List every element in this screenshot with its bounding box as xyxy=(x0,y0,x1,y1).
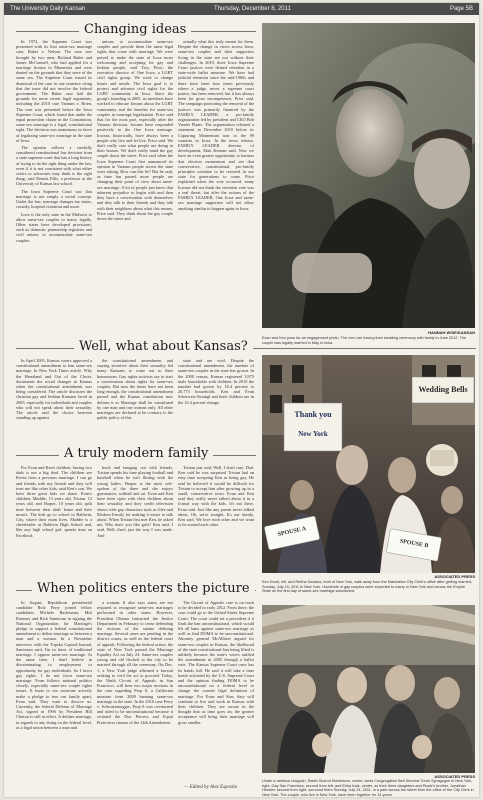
article-paragraph: In August, Republican presidential candidate Rick Perry joined fellow candidates Michele Bachmann, Mitt Romney and Rick Santorum in signing the National Organization for Marriage's pledge to support a federal constitutional amendment to define marriage as between a man and a woman. In a November interview with the Topeka Capital-Journal, Santorum said, I'm in favor of traditional marriage. I oppose same-sex marriage. At the same time, I don't believe in discriminating to employment or opportunity for gay individuals. So I favor gay rights. I do not favor same-sex marriage. Evan follows national politics closely, especially same-sex couple rights issues. It hurts to see someone actively make a pledge to tear our family apart, Evan said. They want to divorce us. Currently, the federal Defense of Marriage Act, signed in 1996 by President Bill Clinton is still in effect. It defines marriage, in regards to any doing on the federal level, as a legal union between a man and xyxy=(16,600,92,730)
new-york-wedding-photo xyxy=(262,355,475,573)
section-heading-politics: When politics enters the picture xyxy=(32,581,255,596)
newspaper-page xyxy=(4,3,479,797)
article-paragraph: a woman. It also says states are not required to recognize same-sex marriages performed in other states. However, President Obama instructed the Justice Department in February to cease defending the sections of the statute defining marriage. Several cases are pending in the district courts, as well as the federal court of appeals. Following the federal action, the state of New York passed the Marriage Equality Act on July 24. Same-sex couples young and old flocked to the city to be married through all the ceremony. On Dec. 1, a New York judge affirmed a lawsuit seeking to void the act to proceed. Today, the Ninth Circuit of Appeals in San Francisco, will hear two major motions in the case regarding Prop 8, a California measure from 2008 banning same-sex marriage in the state. In the 2010 case Perry v. Schwarzenegger, Prop 8 was overturned and ruled to be unconstitutional because it violated the Due Process and Equal Protection clauses of the 14th Amendment. xyxy=(97,600,173,725)
chuppah-wedding-photo xyxy=(262,605,475,773)
page-number: Page 5B xyxy=(449,6,473,12)
section-heading-changing-ideas: Changing ideas xyxy=(79,22,191,37)
photo-credit: ASSOCIATED PRESS xyxy=(434,774,475,779)
article-paragraph: In April 2005, Kansas voters approved a constitutional amendment to ban same-sex marriage. In New York Times article, Why the Heartland and Out of the Closet, documents the social changes in Kansas when the constitutional amendment was being considered. The article discusses the christian gay and lesbian Kansans faced in 2005, especially for individuals and couples who will not speak about their sexuality. The article said the choice between standing up against xyxy=(16,358,92,421)
photo-credit: ASSOCIATED PRESS xyxy=(434,574,475,579)
chuppah-wedding-photo-image xyxy=(262,605,475,773)
article-column xyxy=(16,465,92,560)
wedding-bells-sign: Wedding Bells xyxy=(418,385,468,394)
article-paragraph: Iowa is the only state in the Midwest to allow same-sex couples to marry legally. Other states have developed provisions, such as domestic partnership registries and civil unions, to accommodate same-sex couples. xyxy=(16,211,92,243)
article-column xyxy=(16,39,92,322)
spouse-b-sign: SPOUSE B xyxy=(399,538,429,550)
article-paragraph: For Evan and Ken's children, having two dads is not a big deal. The children see Kevin from a previous marriage. I can go and friends with my friends and they will treat me like other kids, said Ken's son. We have three great kids we share. Evan's children, Maddie, 13 years old, Tristan, 12 years old, and Harper, 10 years old, split time between their dads' home and their mom's. The kids go to school in Baldwin, City, where their mom lives. Maddie is a cheerleader at Baldwin High School and, like any high school girl, spends time on Facebook xyxy=(16,465,92,538)
article-column xyxy=(97,39,173,322)
article-paragraph: unions, to accommodate same-sex couples and provide them the same legal rights that come with marriage. We were poised to make the state of Iowa more welcoming and accepting for gay and lesbian people, said Troy Price, the executive director of One Iowa, a LGBT civil rights group. We work to change hearts and minds. The Iowa goal is to protect and advance civil rights for the LGBT community in Iowa. Since the group's founding in 2005, its members have worked to educate Iowans about the LGBT community and the benefits for same-sex couples in marriage legalization. Price said that for the most part, especially after the Varnum decision, Iowans have responded positively to the One Iowa message. Iowans, historically, have always been a people who live and let live, Price said. We don't really care what people are doing in their houses. We don't really mind the gay couple down the street. Price said when the Iowa Supreme Court first announced its opinion in Varnum people across the state were asking, How can this be? But he said, as time has passed more people are changing their point of view about same-sex marriage. A lot of people just knew that inherent prejudice to begin with and then they have a conversation with themselves and they talk to their friends and they talk with their neighbors about what this means, Price said. They think about the gay couple down the street and xyxy=(97,39,173,221)
article-column xyxy=(16,358,92,438)
article-paragraph: In 1972, the Supreme Court was presented with its first same-sex marriage case, Baker v. Nelson. The case was brought by two men, Richard Baker and James McConnell, who had applied for a marriage license in Minnesota and were denied on the grounds that they were of the same sex. The Supreme Court issued its dismissal of the case in one sentence citing that the issue did not involve the federal government. The Baker case laid the grounds for more recent legal arguments, including the 2010 case Varnum v. Brien. The case was presented before the Iowa Supreme Court, which found that under the equal protection clause in the Constitution, same-sex marriage is a legal, constitutional right. The decision was unanimous in favor of legalizing same-sex marriage in the state of Iowa. xyxy=(16,39,92,143)
section-heading-family: A truly modern family xyxy=(59,446,213,461)
spouse-a-sign: SPOUSE A xyxy=(277,526,307,538)
thank-you-sign: Thank you xyxy=(294,410,332,419)
engagement-photo xyxy=(262,23,475,328)
article-column xyxy=(178,465,254,560)
article-paragraph: The Circuit of Appeals case is on track to be decided in early 2012. From there, the case could go to the United States Supreme Court. The court could set a precedent if it finds the ban unconstitutional, which would lift all bans against same-sex marriage as well as find DOMA to be unconstitutional. Attorney general McAllister argued for same-sex couples in Kansas, the likelihood of the state constitutional ban being lifted is unlikely because the state's voters ratified the amendment in 2005 through a ballot vote. The Kansas Supreme Court once has its hands full. He said it will take a time bomb activated by the U.S. Supreme Court and the opinion finding DOMA to be unconstitutional on a federal level to change the current legal definition of marriage. For Evan and Ken, they will continue to live and work in Kansas with their children. They are secure in the thought that as time goes on, the greater acceptance will bring their marriage will grow smaller. xyxy=(178,600,254,725)
article-column xyxy=(178,39,254,322)
photo-caption: Ken Dodd, left, and Reitha Davalos, both of New York, walk away from the Manhattan City Clerk's office after getting married, Sunday, July 24, 2011 in New York. Hundreds of gay couples were expected to marry in New York and across the Empire State on the first day of same-sex marriage sanctioned. xyxy=(262,580,473,594)
page-header-bar xyxy=(4,3,479,15)
new-york-sign: New York xyxy=(298,430,328,438)
photo-credit: HANNAH WISE/KANSAN xyxy=(428,330,475,335)
article-paragraph: The Iowa Supreme Court saw that marriage is not simply a social concept. Under the law, marriage changes tax status, custody, hospital visitation and more. xyxy=(16,188,92,210)
article-column xyxy=(97,358,173,438)
article-paragraph: the constitutional amendment and staying secretive about their sexuality led many Kansans to come out to their hometowns. Gay rights activists say to start a conversation about rights for same-sex couples. But now the times have not been long enough, the constitutional amendment passed and the Kansas constitution now defines it as Marriage shall be constituted by one man and one woman only. All other marriages are declared to be contrary to the public policy of this xyxy=(97,358,173,421)
article-column xyxy=(178,600,254,780)
article-column xyxy=(16,600,92,780)
photo-caption: Evan and Ken pose for an engagement photo. The men are having their wedding ceremony with family in June 2012. The couple was legally married in May in Iowa. xyxy=(262,336,466,345)
article-column xyxy=(97,600,173,780)
article-paragraph: Tristan just said, Well, I don't care, Dad. Ken said he was surprised Tristan had an easy time accepting Ken as being gay. He said he believed it would be difficult for Tristan to accept him after growing up in a small, conservative town. Evan and Ken said they really never talked about it in a formal way with the kids. It's not there, Evan said. Just like any parent never talked about, Oh, we're straight. It's our family, Ken said. We love each other and we want to be around each other. xyxy=(178,465,254,528)
photo-caption: Under a rainbow chuppah, Rabbi Sharon Kleinbaum, center, weds Congregation Beit Simchat Torah Synagogue in New York, right, Gay San Francisco, second from left, and Erika Katz, center, as their three daughters and Rosie's brother, Jonathan Hessler, second from right, surround them Sunday, July 24, 2011, in a park across the street from the office of the City Clerk in New York. The couple, who live in New York, have been together for 14 years. xyxy=(262,779,474,797)
editor-byline: — Edited by Alex Esposito xyxy=(184,785,238,790)
article-column xyxy=(97,465,173,560)
article-paragraph: The opinion reflects a carefully considered constitutional law decision from a state supreme court that has a long history of trying to do the right thing under the law, even if it is not consistent with what either critics or advocates may think is the right thing, said Dennis Ellis, a professor at the University of Kansas law school. xyxy=(16,145,92,187)
engagement-photo-image xyxy=(262,23,475,328)
paper-name: The University Daily Kansan xyxy=(10,6,86,12)
issue-date: Thursday, December 8, 2011 xyxy=(214,6,291,12)
article-paragraph: actually what this truly means for them. Despite the change in views across Iowa, same-sex couples and their supporters living in the state are not without their challenges. In 2010, three Iowa Supreme Court justices were denied retention in a state-wide ballot measure. We have had judicial retention since the mid-1960s and there have been four times previously where a judge, never a supreme court justice, has been removed, but it has always been for gross incompetence, Price said. The campaign promoting the removal of the justices was primarily financed by the FAMILY LEADER, a pro-family organization led by president and CEO Bob Vander Plaats. The organization released a statement in December 2010 before its Capturing Momentum tour to the 99 counties in Iowa. In the news release, FAMILY LEADER director of development, Matt Keenan said, Now we have an even greater opportunity to harness that election momentum and see that conservative, constitutional, pro-family principles continue to be restored in our state for generations to come. Price explained when the vote occurred, many Iowans did not think the retention vote was a real threat, but after the actions of the FAMILY LEADER, One Iowa and same-sex marriage supporters will not allow anything similar to happen again in Iowa. xyxy=(178,39,254,211)
article-paragraph: book and hanging out with friends. Tristan spends his time playing football and baseball when he isn't flirting with the young ladies. Harper is the most soft-spoken of the three and she enjoys gymnastics, softball and art. Evan and Ken have been open with their children about their sexuality and they credit television shows with gay characters such as Glee and Modern Family for making it easier to talk about. When Tristan first met Ken, he asked me, Who don't you like girls? Ken said. I said, Well, that's just the way I was made. And xyxy=(97,465,173,538)
section-heading-kansas: Well, what about Kansas? xyxy=(74,339,253,354)
article-paragraph: state and are void. Despite the constitutional amendment, the number of same-sex couples in the state has grown. In the 2000 census, Kansas registered 3,973 male households with children. In 2010 the number had grown by 16.4 percent to 20,773 households. Ken and Evan Scherweis-Stoakgl and their children are in the 16.4 percent change. xyxy=(178,358,254,405)
article-column xyxy=(178,358,254,438)
